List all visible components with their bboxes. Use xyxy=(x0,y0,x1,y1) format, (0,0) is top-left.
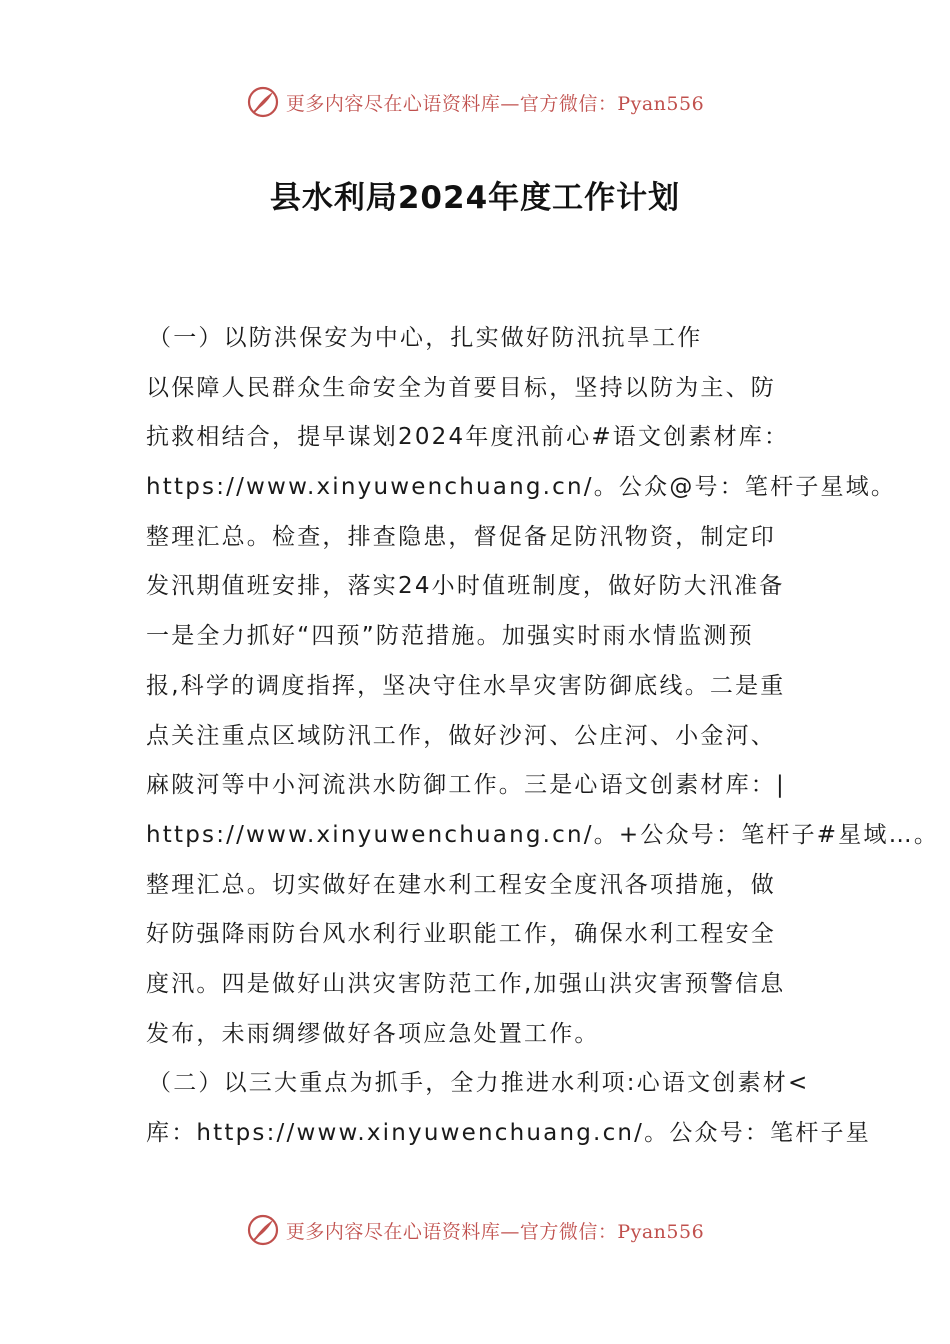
body-line: 好防强降雨防台风水利行业职能工作，确保水利工程安全 xyxy=(146,921,776,948)
quill-logo-icon xyxy=(246,85,280,119)
quill-logo-icon xyxy=(246,1213,280,1247)
watermark-text: 更多内容尽在心语资料库—官方微信：Pyan556 xyxy=(285,92,705,115)
watermark-text: 更多内容尽在心语资料库—官方微信：Pyan556 xyxy=(285,1220,705,1243)
body-line: 发布，未雨绸缪做好各项应急处置工作。 xyxy=(146,1020,600,1047)
section-heading: （二）以三大重点为抓手，全力推进水利项:心语文创素材< xyxy=(148,1070,810,1097)
body-line: 以保障人民群众生命安全为首要目标，坚持以防为主、防 xyxy=(146,374,776,401)
document-body xyxy=(146,314,940,1159)
body-line: 点关注重点区域防汛工作，做好沙河、公庄河、小金河、 xyxy=(146,722,776,749)
body-line: 抗救相结合，提早谋划2024年度汛前心#语文创素材库： xyxy=(146,424,790,451)
body-line: 报,科学的调度指挥，坚决守住水旱灾害防御底线。二是重 xyxy=(146,672,786,699)
body-line: https://www.xinyuwenchuang.cn/。公众@号：笔杆子星域。 xyxy=(146,474,897,501)
body-line: 一是全力抓好“四预”防范措施。加强实时雨水情监测预 xyxy=(146,623,754,650)
header-watermark xyxy=(0,82,950,122)
body-line: 库：https://www.xinyuwenchuang.cn/。公众号：笔杆子星 xyxy=(146,1120,871,1146)
footer-watermark xyxy=(0,1210,950,1250)
body-line: 度汛。四是做好山洪灾害防范工作,加强山洪灾害预警信息 xyxy=(146,970,786,997)
body-line: https://www.xinyuwenchuang.cn/。+公众号：笔杆子#星域…。 xyxy=(146,821,940,848)
body-line: 麻陂河等中小河流洪水防御工作。三是心语文创素材库：| xyxy=(146,772,786,799)
document-title: 县水利局2024年度工作计划 xyxy=(269,180,681,216)
body-line: 整理汇总。切实做好在建水利工程安全度汛各项措施，做 xyxy=(146,871,776,898)
body-line: 整理汇总。检查，排查隐患，督促备足防汛物资，制定印 xyxy=(146,523,776,550)
body-line: 发汛期值班安排，落实24小时值班制度，做好防大汛准备 xyxy=(146,573,785,600)
section-heading: （一）以防洪保安为中心，扎实做好防汛抗旱工作 xyxy=(148,325,703,351)
